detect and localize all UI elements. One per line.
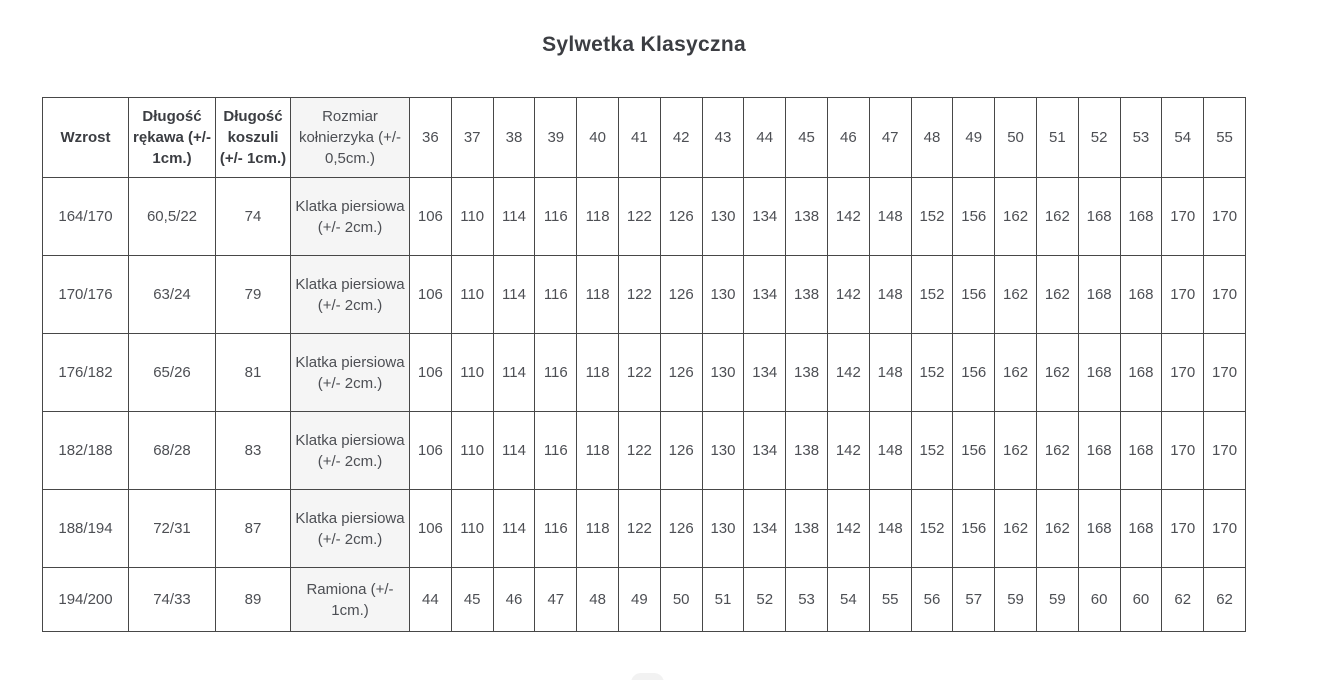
cell-value: 106 (410, 256, 452, 334)
cell-value: 170 (1162, 256, 1204, 334)
cell-value: 126 (660, 178, 702, 256)
cell-value: 162 (1036, 256, 1078, 334)
cell-value: 138 (786, 412, 828, 490)
header-cell-size: 43 (702, 98, 744, 178)
cell-value: 156 (953, 490, 995, 568)
cell-value: 114 (493, 178, 535, 256)
cell-value: 168 (1120, 178, 1162, 256)
cell-measure-label: Klatka piersiowa (+/- 2cm.) (291, 334, 410, 412)
cell-value: 156 (953, 256, 995, 334)
header-cell-size: 49 (953, 98, 995, 178)
cell-value: 156 (953, 412, 995, 490)
bottom-widget-peek[interactable] (631, 673, 664, 680)
cell-value: 126 (660, 412, 702, 490)
header-cell-size: 39 (535, 98, 577, 178)
cell-value: 60 (1120, 568, 1162, 632)
cell-value: 152 (911, 490, 953, 568)
cell-value: 106 (410, 334, 452, 412)
cell-value: 162 (995, 256, 1037, 334)
cell-value: 168 (1078, 334, 1120, 412)
cell-value: 116 (535, 490, 577, 568)
cell-value: 110 (451, 178, 493, 256)
cell-value: 168 (1120, 412, 1162, 490)
header-cell-collar-size: Rozmiar kołnierzyka (+/- 0,5cm.) (291, 98, 410, 178)
cell-value: 142 (827, 256, 869, 334)
cell-shirt-length: 83 (216, 412, 291, 490)
cell-value: 170 (1204, 334, 1246, 412)
cell-value: 134 (744, 178, 786, 256)
header-cell-size: 38 (493, 98, 535, 178)
cell-value: 122 (618, 256, 660, 334)
cell-value: 50 (660, 568, 702, 632)
page-title: Sylwetka Klasyczna (542, 33, 746, 56)
cell-value: 142 (827, 178, 869, 256)
cell-value: 126 (660, 490, 702, 568)
cell-value: 134 (744, 490, 786, 568)
cell-value: 118 (577, 412, 619, 490)
page (42, 0, 1246, 632)
cell-value: 126 (660, 256, 702, 334)
cell-value: 47 (535, 568, 577, 632)
header-cell-size: 47 (869, 98, 911, 178)
cell-value: 134 (744, 256, 786, 334)
cell-value: 116 (535, 256, 577, 334)
header-cell-size: 45 (786, 98, 828, 178)
cell-value: 168 (1078, 256, 1120, 334)
size-table (42, 97, 1246, 632)
size-table-head (43, 98, 1246, 178)
cell-value: 162 (995, 178, 1037, 256)
cell-value: 156 (953, 334, 995, 412)
header-cell-size: 46 (827, 98, 869, 178)
cell-value: 116 (535, 334, 577, 412)
cell-sleeve-length: 72/31 (129, 490, 216, 568)
header-cell-size: 54 (1162, 98, 1204, 178)
table-row (43, 490, 1246, 568)
cell-value: 162 (995, 334, 1037, 412)
cell-height: 188/194 (43, 490, 129, 568)
cell-value: 53 (786, 568, 828, 632)
table-row (43, 334, 1246, 412)
cell-sleeve-length: 60,5/22 (129, 178, 216, 256)
cell-height: 194/200 (43, 568, 129, 632)
cell-value: 116 (535, 412, 577, 490)
cell-value: 130 (702, 334, 744, 412)
cell-value: 142 (827, 412, 869, 490)
header-cell-size: 44 (744, 98, 786, 178)
cell-value: 45 (451, 568, 493, 632)
cell-value: 114 (493, 412, 535, 490)
cell-value: 148 (869, 256, 911, 334)
cell-value: 52 (744, 568, 786, 632)
cell-value: 170 (1204, 412, 1246, 490)
cell-value: 114 (493, 256, 535, 334)
cell-value: 170 (1162, 412, 1204, 490)
table-row (43, 412, 1246, 490)
header-cell-size: 36 (410, 98, 452, 178)
cell-measure-label: Klatka piersiowa (+/- 2cm.) (291, 412, 410, 490)
cell-value: 62 (1204, 568, 1246, 632)
table-row (43, 178, 1246, 256)
cell-value: 134 (744, 334, 786, 412)
cell-value: 126 (660, 334, 702, 412)
cell-value: 118 (577, 334, 619, 412)
size-table-body (43, 178, 1246, 632)
cell-value: 48 (577, 568, 619, 632)
cell-value: 130 (702, 412, 744, 490)
cell-value: 152 (911, 178, 953, 256)
cell-height: 164/170 (43, 178, 129, 256)
cell-value: 168 (1078, 412, 1120, 490)
cell-sleeve-length: 68/28 (129, 412, 216, 490)
cell-height: 170/176 (43, 256, 129, 334)
table-row (43, 256, 1246, 334)
cell-value: 122 (618, 334, 660, 412)
cell-value: 56 (911, 568, 953, 632)
cell-value: 168 (1120, 490, 1162, 568)
cell-value: 156 (953, 178, 995, 256)
cell-value: 170 (1162, 178, 1204, 256)
header-cell-sleeve-length: Długość rękawa (+/- 1cm.) (129, 98, 216, 178)
cell-value: 59 (1036, 568, 1078, 632)
cell-value: 148 (869, 412, 911, 490)
cell-value: 148 (869, 490, 911, 568)
cell-measure-label: Klatka piersiowa (+/- 2cm.) (291, 178, 410, 256)
cell-value: 138 (786, 334, 828, 412)
cell-value: 168 (1078, 178, 1120, 256)
cell-value: 138 (786, 256, 828, 334)
cell-value: 122 (618, 178, 660, 256)
header-cell-size: 42 (660, 98, 702, 178)
cell-value: 138 (786, 490, 828, 568)
cell-value: 130 (702, 178, 744, 256)
cell-value: 170 (1162, 334, 1204, 412)
cell-value: 162 (995, 490, 1037, 568)
cell-value: 51 (702, 568, 744, 632)
cell-sleeve-length: 65/26 (129, 334, 216, 412)
cell-value: 116 (535, 178, 577, 256)
header-cell-shirt-length: Długość koszuli (+/- 1cm.) (216, 98, 291, 178)
cell-sleeve-length: 74/33 (129, 568, 216, 632)
cell-value: 122 (618, 490, 660, 568)
cell-measure-label: Klatka piersiowa (+/- 2cm.) (291, 490, 410, 568)
header-cell-size: 48 (911, 98, 953, 178)
header-cell-size: 51 (1036, 98, 1078, 178)
cell-value: 62 (1162, 568, 1204, 632)
cell-value: 148 (869, 334, 911, 412)
cell-shirt-length: 87 (216, 490, 291, 568)
cell-value: 168 (1120, 256, 1162, 334)
cell-value: 59 (995, 568, 1037, 632)
header-cell-size: 37 (451, 98, 493, 178)
cell-value: 130 (702, 490, 744, 568)
header-cell-size: 55 (1204, 98, 1246, 178)
header-cell-height: Wzrost (43, 98, 129, 178)
cell-value: 110 (451, 490, 493, 568)
cell-sleeve-length: 63/24 (129, 256, 216, 334)
size-table-header-row (43, 98, 1246, 178)
cell-value: 162 (1036, 334, 1078, 412)
cell-value: 162 (1036, 178, 1078, 256)
cell-value: 118 (577, 490, 619, 568)
cell-value: 114 (493, 490, 535, 568)
cell-value: 152 (911, 256, 953, 334)
cell-value: 138 (786, 178, 828, 256)
cell-value: 170 (1204, 490, 1246, 568)
cell-value: 46 (493, 568, 535, 632)
cell-value: 49 (618, 568, 660, 632)
cell-height: 176/182 (43, 334, 129, 412)
cell-value: 110 (451, 412, 493, 490)
cell-value: 170 (1204, 256, 1246, 334)
cell-value: 152 (911, 412, 953, 490)
cell-value: 142 (827, 334, 869, 412)
cell-value: 55 (869, 568, 911, 632)
cell-value: 162 (995, 412, 1037, 490)
cell-value: 130 (702, 256, 744, 334)
cell-value: 162 (1036, 412, 1078, 490)
cell-value: 142 (827, 490, 869, 568)
cell-measure-label: Ramiona (+/- 1cm.) (291, 568, 410, 632)
cell-value: 114 (493, 334, 535, 412)
cell-value: 44 (410, 568, 452, 632)
cell-value: 106 (410, 412, 452, 490)
header-cell-size: 52 (1078, 98, 1120, 178)
header-cell-size: 50 (995, 98, 1037, 178)
cell-value: 118 (577, 256, 619, 334)
cell-value: 152 (911, 334, 953, 412)
cell-value: 57 (953, 568, 995, 632)
cell-value: 148 (869, 178, 911, 256)
cell-value: 170 (1162, 490, 1204, 568)
cell-shirt-length: 79 (216, 256, 291, 334)
header-cell-size: 53 (1120, 98, 1162, 178)
cell-value: 122 (618, 412, 660, 490)
cell-height: 182/188 (43, 412, 129, 490)
cell-shirt-length: 81 (216, 334, 291, 412)
cell-value: 168 (1120, 334, 1162, 412)
cell-value: 110 (451, 256, 493, 334)
cell-value: 118 (577, 178, 619, 256)
cell-value: 170 (1204, 178, 1246, 256)
cell-value: 60 (1078, 568, 1120, 632)
cell-value: 134 (744, 412, 786, 490)
cell-value: 106 (410, 490, 452, 568)
cell-value: 168 (1078, 490, 1120, 568)
cell-value: 106 (410, 178, 452, 256)
header-cell-size: 40 (577, 98, 619, 178)
cell-value: 110 (451, 334, 493, 412)
header-cell-size: 41 (618, 98, 660, 178)
table-row (43, 568, 1246, 632)
cell-value: 54 (827, 568, 869, 632)
cell-shirt-length: 89 (216, 568, 291, 632)
cell-shirt-length: 74 (216, 178, 291, 256)
cell-value: 162 (1036, 490, 1078, 568)
cell-measure-label: Klatka piersiowa (+/- 2cm.) (291, 256, 410, 334)
